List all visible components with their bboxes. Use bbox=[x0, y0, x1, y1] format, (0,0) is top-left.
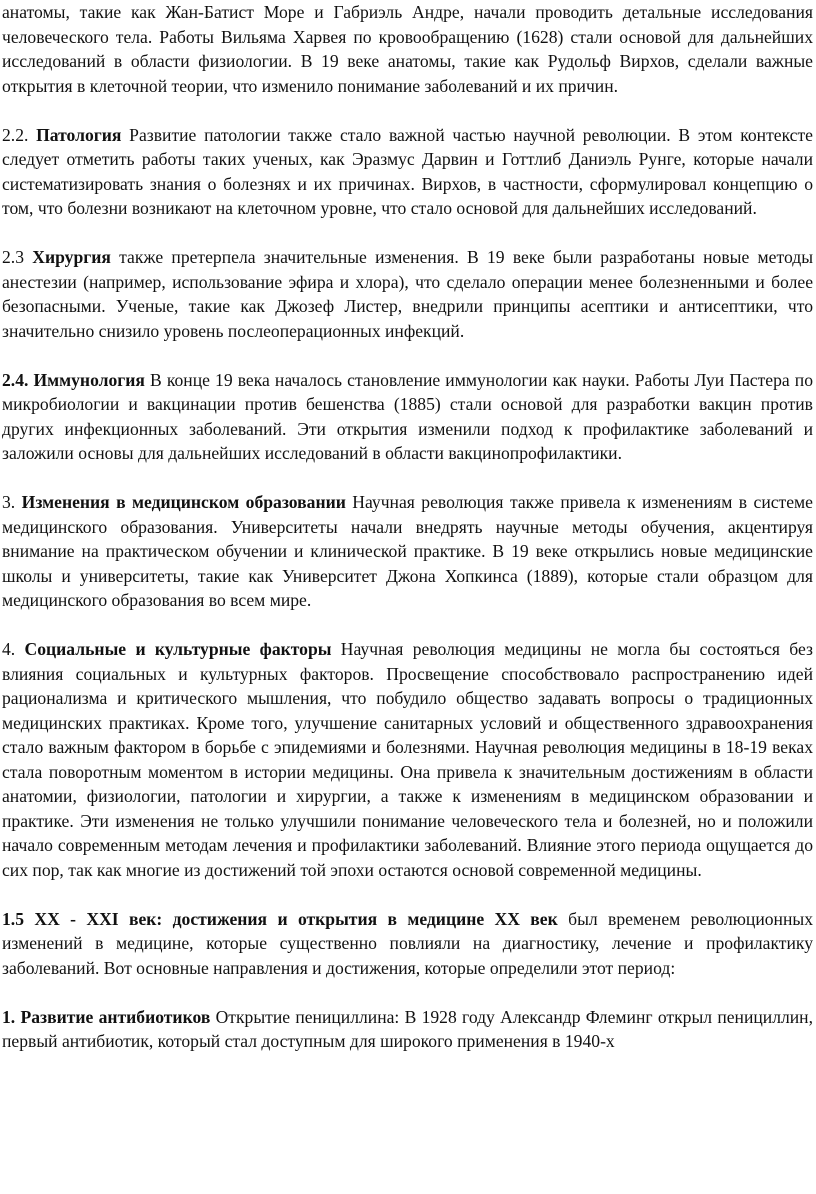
paragraph-social-cultural-factors bbox=[2, 637, 813, 882]
paragraph-immunology bbox=[2, 368, 813, 466]
section-number: 2.2. bbox=[2, 124, 37, 145]
paragraph-text: анатомы, такие как Жан-Батист Море и Габриэль Андре, начали проводить детальные исследования человеческого тела. Работы Вильяма Харвея по кровообращению (1628) стали основой для дальнейших исследований в области физиологии. В 19 веке анатомы, такие как Рудольф Вирхов, сделали важные открытия в клеточной теории, что изменило понимание заболеваний и их причин. bbox=[2, 2, 813, 96]
paragraph-medical-education bbox=[2, 490, 813, 613]
paragraph-text: Развитие патологии также стало важной частью научной революции. В этом контексте следует отметить работы таких ученых, как Эразмус Дарвин и Готтлиб Даниэль Рунге, которые начали систематизировать знания о болезнях и их причинах. Вирхов, в частности, сформулировал концепцию о том, что болезни возникают на клеточном уровне, что стало основой для дальнейших исследований. bbox=[2, 124, 813, 218]
section-heading: Патология bbox=[36, 124, 122, 145]
paragraph-text: был временем революционных изменений в медицине, которые существенно повлияли на диагностику, лечение и профилактику заболеваний. Вот основные направления и достижения, которые определили этот период: bbox=[2, 908, 813, 978]
paragraph-text: Научная революция также привела к изменениям в системе медицинского образования. Университеты начали внедрять научные методы обучения, акцентируя внимание на практическом обучении и клинической практике. В 19 веке открылись новые медицинские школы и университеты, такие как Университет Джона Хопкинса (1889), которые стали образцом для медицинского образования во всем мире. bbox=[2, 492, 813, 610]
section-heading: 1. Развитие антибиотиков bbox=[2, 1006, 211, 1027]
paragraph-text: В конце 19 века началось становление иммунологии как науки. Работы Луи Пастера по микробиологии и вакцинации против бешенства (1885) стали основой для разработки вакцин против других инфекционных заболеваний. Эти открытия изменили подход к профилактике заболеваний и заложили основы для дальнейших исследований в области вакцинопрофилактики. bbox=[2, 369, 813, 463]
section-number: 3. bbox=[2, 492, 22, 512]
section-number: 4. bbox=[2, 639, 25, 659]
paragraph-pathology bbox=[2, 123, 813, 221]
section-number: 2.3 bbox=[2, 247, 33, 267]
paragraph-antibiotics bbox=[2, 1005, 813, 1054]
section-heading: 2.4. Иммунология bbox=[2, 369, 145, 390]
section-heading: Социальные и культурные факторы bbox=[24, 639, 332, 659]
paragraph-text: также претерпела значительные изменения. В 19 веке были разработаны новые методы анестезии (например, использование эфира и хлора), что сделало операции менее болезненными и более безопасными. Ученые, такие как Джозеф Листер, внедрили принципы асептики и антисептики, что значительно снизило уровень послеоперационных инфекций. bbox=[2, 247, 814, 341]
paragraph-anatomy-continuation bbox=[2, 0, 813, 98]
section-heading: Изменения в медицинском образовании bbox=[21, 492, 346, 512]
section-heading: Хирургия bbox=[32, 247, 111, 267]
paragraph-20th-21st-century bbox=[2, 907, 813, 981]
paragraph-text: Научная революция медицины не могла бы состояться без влияния социальных и культурных факторов. Просвещение способствовало распространению идей рационализма и критического мышления, что побудило общество задавать вопросы о традиционных медицинских практиках. Кроме того, улучшение санитарных условий и общественного здравоохранения стало важным фактором в борьбе с эпидемиями и болезнями. Научная революция медицины в 18-19 веках стала поворотным моментом в истории медицины. Она привела к значительным достижениям в области анатомии, физиологии, патологии и хирургии, а также к изменениям в медицинском образовании и практике. Эти изменения не только улучшили понимание человеческого тела и болезней, но и положили начало современным методам лечения и профилактики заболеваний. Влияние этого периода ощущается до сих пор, так как многие из достижений той эпохи остаются основой современной медицины. bbox=[2, 639, 813, 880]
paragraph-surgery bbox=[2, 245, 813, 343]
section-heading: 1.5 XX - XXI век: достижения и открытия в медицине XX век bbox=[2, 908, 558, 929]
paragraph-text: Открытие пенициллина: В 1928 году Александр Флеминг открыл пенициллин, первый антибиотик, который стал доступным для широкого применения в 1940-х bbox=[2, 1006, 813, 1051]
